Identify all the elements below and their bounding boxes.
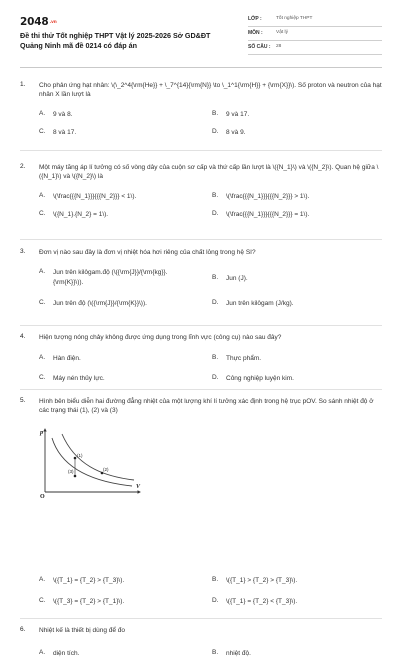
p-axis-label: p (40, 429, 44, 436)
answer-options (20, 105, 382, 141)
isotherm-diagram (40, 426, 140, 498)
question-3 (20, 248, 382, 318)
option-b[interactable] (212, 649, 382, 658)
option-label: A. (39, 649, 46, 657)
option-label: D. (212, 299, 219, 307)
state-label-1: (1) (77, 453, 83, 458)
question-text: Một máy tăng áp lí tưởng có số vòng dây của cuộn sơ cấp và thứ cấp lần lượt là \({N_1}\) và \({N_2}\). Quan hệ giữa \({N_1}\) và \({N_2}\) là (39, 164, 379, 181)
state-label-3: (3) (68, 469, 74, 474)
option-text: \({T_3} = {T_2} > {T_1}\). (53, 598, 125, 605)
question-count-label: SỐ CÂU : (248, 44, 271, 51)
option-label: D. (212, 597, 219, 604)
option-text: 9 và 8. (53, 110, 73, 118)
answer-options (20, 347, 382, 391)
option-text: Jun trên kilôgam (J/kg). (226, 300, 294, 308)
option-text: \(\frac{{{N_1}}}{{{N_2}}} = 1\). (226, 210, 310, 218)
question-number: 2. (20, 163, 26, 170)
v-axis-label: V (136, 484, 141, 490)
document-header (20, 0, 382, 68)
logo-domain: .vn (49, 20, 57, 25)
option-text: Công nghiệp luyện kim. (226, 375, 294, 383)
option-text: 9 và 17. (226, 110, 250, 118)
option-a[interactable] (39, 110, 209, 119)
option-label: C. (39, 299, 46, 307)
option-text: Hàn điện. (53, 355, 81, 363)
option-b[interactable] (212, 274, 382, 283)
option-a[interactable] (39, 192, 209, 201)
option-text: \(\frac{{{N_1}}}{{{N_2}}} > 1\). (226, 192, 310, 200)
logo-text: 2048 (20, 16, 49, 28)
option-label: B. (212, 191, 219, 199)
option-b[interactable] (212, 576, 382, 585)
question-text: Cho phản ứng hạt nhân: \(\_2^4{\rm{He}} + \_7^{14}{\rm{N}} \to \_1^1{\rm{H}} + {\rm{X}}\). Số proton và neutron của hạt nhân X lần lượt là (39, 82, 382, 99)
option-text: Jun trên kilôgam.độ (\({\rm{J}}/{\rm{kg}}.{\rm{K}}\)). (53, 269, 168, 286)
option-text: 8 và 9. (226, 128, 246, 136)
option-c[interactable] (39, 374, 209, 383)
option-text: \(\frac{{{N_1}}}{{{N_2}}} < 1\). (53, 192, 137, 200)
option-text: Máy nén thủy lực. (53, 375, 105, 383)
option-d[interactable] (212, 597, 382, 606)
option-b[interactable] (212, 110, 382, 119)
isotherm-lower (52, 438, 132, 486)
exam-info-panel (248, 13, 382, 55)
option-a[interactable] (39, 268, 189, 287)
option-c[interactable] (39, 299, 209, 308)
class-label: LỚP : (248, 16, 262, 23)
option-label: A. (39, 576, 46, 583)
option-label: B. (212, 576, 219, 583)
option-label: B. (212, 649, 219, 657)
question-number: 5. (20, 397, 26, 404)
state-point-3 (74, 475, 77, 478)
question-number: 1. (20, 81, 26, 88)
option-label: A. (39, 354, 46, 362)
question-number: 4. (20, 333, 26, 340)
option-label: A. (39, 268, 46, 276)
state-label-2: (2) (103, 467, 109, 472)
option-label: C. (39, 127, 46, 135)
question-text: Hình bên biểu diễn hai đường đẳng nhiệt của một lượng khí lí tưởng xác định trong hệ trục pOV. So sánh nhiệt độ ở các trạng thái (1), (2) và (3) (39, 398, 374, 415)
option-label: B. (212, 354, 219, 362)
option-label: C. (39, 209, 46, 217)
question-6 (20, 626, 382, 658)
option-label: C. (39, 597, 46, 604)
question-count-value: 28 (276, 44, 282, 50)
question-1 (20, 81, 382, 141)
question-5-options (20, 576, 382, 618)
question-text: Hiện tượng nóng chảy không được ứng dụng trong lĩnh vực (công cụ) nào sau đây? (39, 334, 282, 341)
answer-options (20, 262, 382, 318)
option-a[interactable] (39, 576, 209, 585)
class-value: Tốt nghiệp THPT (276, 16, 313, 22)
option-text: 8 và 17. (53, 128, 77, 136)
question-number: 3. (20, 248, 26, 255)
question-4 (20, 333, 382, 391)
option-d[interactable] (212, 128, 382, 137)
option-text: Jun (J). (226, 275, 248, 283)
state-point-1 (74, 457, 77, 460)
question-divider (20, 325, 382, 326)
option-label: B. (212, 109, 219, 117)
option-c[interactable] (39, 128, 209, 137)
option-label: B. (212, 274, 219, 282)
subject-row (248, 27, 382, 41)
option-d[interactable] (212, 374, 382, 383)
document-title: Đề thi thử Tốt nghiệp THPT Vật lý 2025-2026 Sở GD&ĐT Quảng Ninh mã đề 0214 có đáp án (20, 31, 211, 50)
state-point-2 (101, 472, 104, 475)
option-text: \({T_1} > {T_2} > {T_3}\). (226, 577, 298, 584)
site-logo[interactable] (20, 15, 57, 29)
subject-value: Vật lý (276, 30, 288, 36)
question-text: Nhiệt kế là thiết bị dùng để đo (39, 627, 126, 634)
question-5 (20, 397, 382, 416)
option-b[interactable] (212, 354, 382, 363)
origin-label: O (40, 494, 45, 500)
option-text: diện tích. (53, 650, 80, 658)
answer-options (20, 187, 382, 225)
option-d[interactable] (212, 210, 382, 219)
option-text: \({N_1}.{N_2} = 1\). (53, 210, 109, 218)
question-2 (20, 163, 382, 225)
option-a[interactable] (39, 354, 209, 363)
option-text: \({T_1} = {T_2} > {T_3}\). (53, 577, 125, 584)
question-divider (20, 618, 382, 619)
option-label: D. (212, 209, 219, 217)
option-a[interactable] (39, 649, 209, 658)
option-c[interactable] (39, 597, 209, 606)
option-label: C. (39, 374, 46, 382)
question-text: Đơn vị nào sau đây là đơn vị nhiệt hóa hơi riêng của chất lỏng trong hệ SI? (39, 249, 256, 256)
option-label: A. (39, 109, 46, 117)
option-text: Thực phẩm. (226, 355, 262, 363)
answer-options (20, 640, 382, 658)
option-d[interactable] (212, 299, 382, 308)
option-label: D. (212, 374, 219, 382)
class-row (248, 13, 382, 27)
question-number: 6. (20, 626, 26, 633)
option-c[interactable] (39, 210, 209, 219)
option-text: Jun trên độ (\({\rm{J}}/{\rm{K}}\)). (53, 300, 147, 308)
question-divider (20, 239, 382, 240)
option-label: A. (39, 191, 46, 199)
option-b[interactable] (212, 192, 382, 201)
subject-label: MÔN : (248, 30, 263, 37)
question-divider (20, 150, 382, 151)
question-count-row (248, 41, 382, 55)
option-label: D. (212, 127, 219, 135)
answer-options (20, 576, 382, 618)
question-divider (20, 389, 382, 390)
option-text: \({T_1} = {T_2} < {T_3}\). (226, 598, 298, 605)
option-text: nhiệt độ. (226, 650, 251, 658)
